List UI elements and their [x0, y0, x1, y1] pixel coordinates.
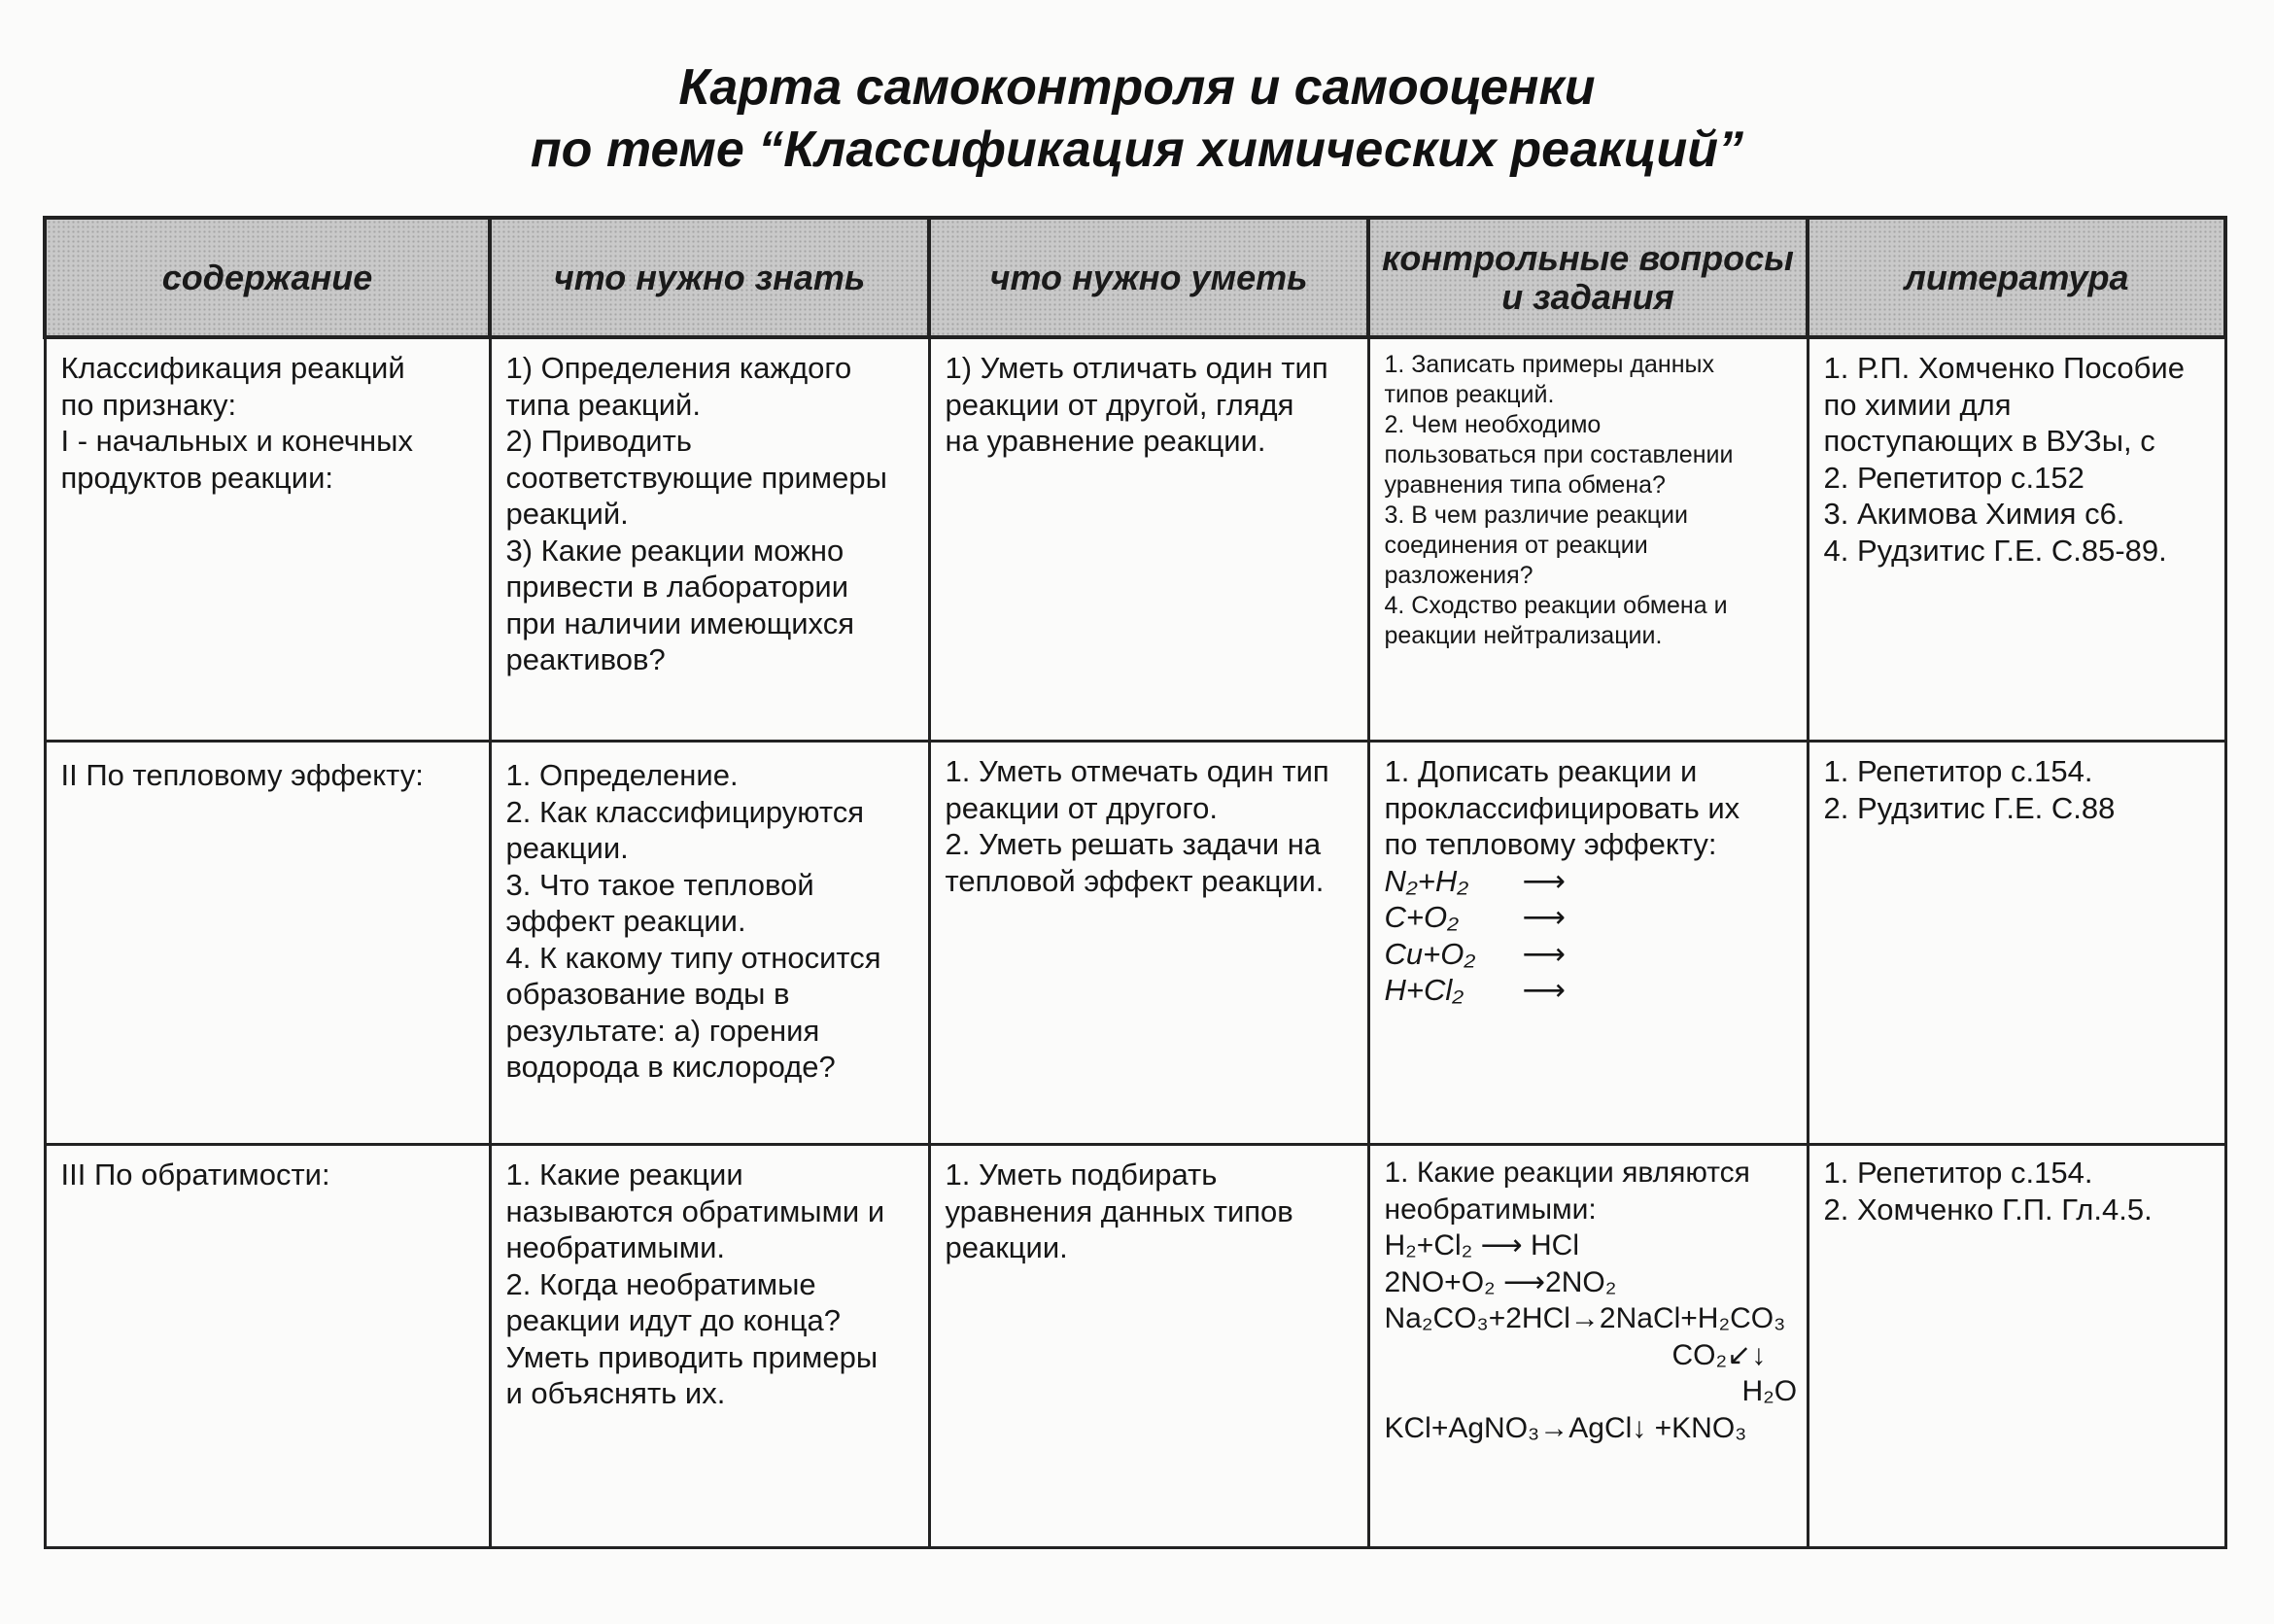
cell-text-line: типа реакций. — [505, 387, 701, 422]
cell-text-line: уравнения данных типов — [945, 1193, 1293, 1228]
cell-text-line: соединения от реакции — [1384, 532, 1648, 559]
title-line-1: Карта самоконтроля и самооценки — [678, 59, 1596, 116]
formula-item — [1385, 863, 1794, 900]
cell-text-line: III По обратимости: — [60, 1158, 330, 1192]
cell-text-line: I - начальных и конечных — [60, 424, 413, 458]
row3-can-cell — [929, 1145, 1368, 1548]
cell-text-line: на уравнение реакции. — [945, 424, 1266, 458]
formula-text: N₂+H₂ — [1384, 863, 1469, 898]
formula-item — [1385, 936, 1794, 973]
cell-text-line: поступающих в ВУЗы, с — [1823, 424, 2155, 458]
cell-text-line: реакции от другой, глядя — [945, 387, 1294, 422]
cell-text-line: H₂O — [1741, 1375, 1798, 1407]
cell-text-line: 2NO+O₂ ⟶2NO₂ — [1384, 1265, 1617, 1298]
cell-text-line: 2. Уметь решать задачи на — [945, 827, 1322, 861]
cell-text-line: 1. Уметь подбирать — [945, 1158, 1218, 1192]
row1-content-cell — [45, 337, 490, 742]
cell-text-line: разложения? — [1384, 562, 1533, 589]
cell-text-line: CO₂↙↓ — [1671, 1338, 1767, 1371]
cell-text-line: называются обратимыми и — [505, 1193, 885, 1228]
reaction-arrow-icon: ⟶ — [1522, 973, 1566, 1007]
header-content: содержание — [45, 218, 490, 337]
row2-content-cell — [45, 742, 490, 1145]
formula-text: H+Cl₂ — [1384, 973, 1464, 1007]
header-questions-line: контрольные вопросы — [1382, 237, 1794, 278]
cell-text-line: 1. Какие реакции — [505, 1158, 743, 1192]
row2-questions-cell — [1368, 742, 1808, 1145]
cell-text-line: H₂+Cl₂ ⟶ HCl — [1384, 1229, 1579, 1261]
formula-text: C+O₂ — [1384, 900, 1459, 934]
header-literature: литература — [1808, 218, 2225, 337]
cell-text-line: образование воды в — [505, 977, 790, 1011]
cell-text-line: реакции от другого. — [945, 790, 1218, 825]
cell-text-line: результате: а) горения — [505, 1013, 820, 1048]
cell-text-line: Na₂CO₃+2HCl→2NaCl+H₂CO₃ — [1384, 1302, 1786, 1334]
cell-text-line: реакции. — [945, 1230, 1068, 1264]
row3-know-cell — [490, 1145, 929, 1548]
cell-text-line: водорода в кислороде? — [505, 1050, 836, 1084]
self-control-table — [43, 216, 2227, 1549]
cell-text-line: эффект реакции. — [505, 904, 746, 938]
cell-text-line: уравнения типа обмена? — [1384, 471, 1666, 499]
cell-text-line: 1. Р.П. Хомченко Пособие — [1823, 351, 2185, 385]
cell-text-line: продуктов реакции: — [60, 460, 334, 495]
cell-text-line: KCl+AgNO₃→AgCl↓ +KNO₃ — [1384, 1411, 1747, 1444]
row2-can-cell — [929, 742, 1368, 1145]
row1-know-cell — [490, 337, 929, 742]
cell-text-line: 3) Какие реакции можно — [505, 533, 844, 568]
table-row — [45, 337, 2225, 742]
row1-questions-cell — [1368, 337, 1808, 742]
header-questions-text — [1371, 239, 1805, 317]
table-row — [45, 1145, 2225, 1548]
formula-text: Cu+O₂ — [1384, 936, 1476, 971]
row2-know-cell — [490, 742, 929, 1145]
reaction-arrow-icon: ⟶ — [1522, 863, 1566, 898]
cell-text-line: проклассифицировать их — [1384, 790, 1740, 825]
cell-text-line: по признаку: — [60, 387, 237, 422]
formula-item — [1385, 899, 1794, 936]
cell-text-line: 2. Рудзитис Г.Е. С.88 — [1823, 790, 2116, 825]
row1-can-cell — [929, 337, 1368, 742]
cell-text-line: 1. Определение. — [505, 758, 739, 792]
document-title — [0, 56, 2274, 181]
cell-text-line: реакций. — [505, 497, 629, 531]
header-row — [45, 218, 2225, 337]
reaction-arrow-icon: ⟶ — [1522, 936, 1566, 971]
cell-text-line: привести в лаборатории — [505, 570, 849, 604]
cell-text-line: реактивов? — [505, 642, 666, 676]
cell-text-line: 3. Акимова Химия с6. — [1823, 497, 2125, 531]
header-know: что нужно знать — [490, 218, 929, 337]
cell-text-line: необратимыми: — [1384, 1192, 1597, 1226]
header-questions — [1368, 218, 1808, 337]
row3-literature-cell — [1808, 1145, 2225, 1548]
formula-list — [1385, 863, 1794, 1009]
cell-text-line: 3. В чем различие реакции — [1384, 501, 1688, 529]
cell-text-line: 2. Чем необходимо — [1384, 411, 1602, 438]
cell-text-line: 2. Когда необратимые — [505, 1266, 816, 1301]
row3-questions-cell — [1368, 1145, 1808, 1548]
cell-text-line: 1. Дописать реакции и — [1384, 754, 1698, 788]
cell-text-line: реакции идут до конца? — [505, 1303, 841, 1337]
cell-text-line: реакции нейтрализации. — [1384, 622, 1663, 649]
row2-literature-cell — [1808, 742, 2225, 1145]
cell-text-line: 1. Уметь отмечать один тип — [945, 754, 1329, 788]
row3-content-cell — [45, 1145, 490, 1548]
cell-text-line: типов реакций. — [1384, 381, 1555, 408]
cell-text-line: 4. Сходство реакции обмена и — [1384, 592, 1728, 619]
row1-literature-cell — [1808, 337, 2225, 742]
cell-text-line: по химии для — [1823, 387, 2012, 422]
cell-text-line: 1. Репетитор с.154. — [1823, 754, 2093, 788]
cell-text-line: 4. К какому типу относится — [505, 940, 881, 975]
header-can: что нужно уметь — [929, 218, 1368, 337]
cell-text-line: Классификация реакций — [60, 351, 405, 385]
cell-text-line: 1. Записать примеры данных — [1384, 351, 1714, 378]
cell-text-line: тепловой эффект реакции. — [945, 863, 1325, 898]
cell-text-line: 1) Определения каждого — [505, 351, 852, 385]
cell-text-line: 2. Хомченко Г.П. Гл.4.5. — [1823, 1192, 2153, 1227]
cell-text-line: 2. Репетитор с.152 — [1823, 460, 2084, 495]
title-line-2: по теме “Классификация химических реакций” — [530, 121, 1744, 178]
cell-text-line: 1. Репетитор с.154. — [1823, 1156, 2093, 1190]
cell-text-line: по тепловому эффекту: — [1384, 827, 1717, 861]
cell-text-line: необратимыми. — [505, 1230, 726, 1264]
header-questions-line: и задания — [1501, 276, 1674, 317]
table-row — [45, 742, 2225, 1145]
cell-text-line: реакции. — [505, 831, 629, 865]
cell-text-line: 1) Уметь отличать один тип — [945, 351, 1328, 385]
cell-text-line: 4. Рудзитис Г.Е. С.85-89. — [1823, 533, 2167, 568]
formula-item — [1385, 972, 1794, 1009]
reaction-arrow-icon: ⟶ — [1522, 900, 1566, 934]
cell-text-line: II По тепловому эффекту: — [60, 758, 424, 792]
cell-text-line: 1. Какие реакции являются — [1384, 1157, 1750, 1189]
cell-text-line: пользоваться при составлении — [1384, 441, 1734, 468]
cell-text-line: Уметь приводить примеры — [505, 1339, 879, 1374]
cell-text-line: при наличии имеющихся — [505, 605, 854, 640]
cell-text-line: 2. Как классифицируются — [505, 794, 864, 829]
cell-text-line: 2) Приводить — [505, 424, 692, 458]
cell-text-line: и объяснять их. — [505, 1376, 726, 1410]
cell-text-line: 3. Что такое тепловой — [505, 867, 814, 902]
cell-text-line: соответствующие примеры — [505, 460, 887, 495]
